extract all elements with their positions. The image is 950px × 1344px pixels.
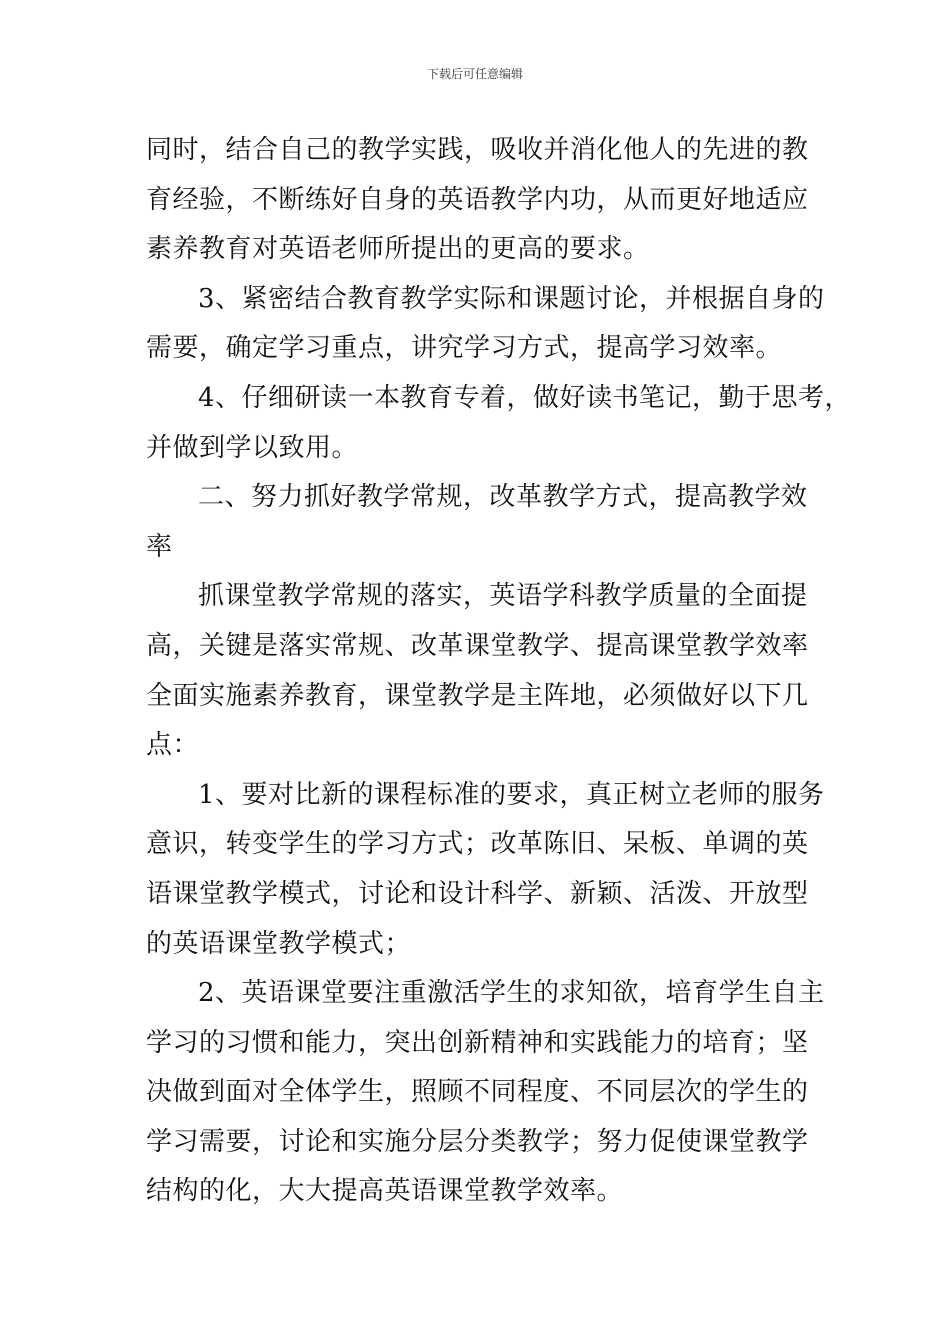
- text-line: 高，关键是落实常规、改革课堂教学、提高课堂教学效率: [146, 630, 809, 661]
- text-line: 1、要对比新的课程标准的要求，真正树立老师的服务: [198, 779, 825, 810]
- section-heading-line: 二、努力抓好教学常规，改革教学方式，提高教学效: [198, 482, 808, 513]
- text-line: 点：: [146, 730, 200, 761]
- section-heading-line: 率: [146, 531, 173, 562]
- text-line: 育经验，不断练好自身的英语教学内功，从而更好地适应: [146, 184, 809, 215]
- text-line: 3、紧密结合教育教学实际和课题讨论，并根据自身的: [198, 283, 825, 314]
- document-body: [146, 126, 852, 1217]
- text-line: 同时，结合自己的教学实践，吸收并消化他人的先进的教: [146, 135, 809, 165]
- text-line: 全面实施素养教育，课堂教学是主阵地，必须做好以下几: [146, 680, 809, 711]
- text-line: 的英语课堂教学模式；: [146, 928, 412, 959]
- page-header: 下载后可任意编辑: [426, 67, 523, 81]
- text-line: 需要，确定学习重点，讲究学习方式，提高学习效率。: [146, 333, 783, 364]
- text-line: 决做到面对全体学生，照顾不同程度、不同层次的学生的: [146, 1077, 809, 1108]
- text-line: 素养教育对英语老师所提出的更高的要求。: [146, 234, 650, 265]
- text-line: 意识，转变学生的学习方式；改革陈旧、呆板、单调的英: [146, 829, 809, 860]
- text-line: 结构的化，大大提高英语课堂教学效率。: [146, 1176, 624, 1207]
- text-line: 语课堂教学模式，讨论和设计科学、新颖、活泼、开放型: [146, 878, 809, 909]
- text-line: 并做到学以致用。: [146, 432, 359, 463]
- text-line: 学习的习惯和能力，突出创新精神和实践能力的培育；坚: [146, 1027, 809, 1058]
- text-line: 抓课堂教学常规的落实，英语学科教学质量的全面提: [198, 581, 808, 612]
- text-line: 2、英语课堂要注重激活学生的求知欲，培育学生自主: [198, 978, 825, 1009]
- text-line: 4、仔细研读一本教育专着，做好读书笔记，勤于思考，: [198, 382, 852, 413]
- text-line: 学习需要，讨论和实施分层分类教学；努力促使课堂教学: [146, 1126, 809, 1157]
